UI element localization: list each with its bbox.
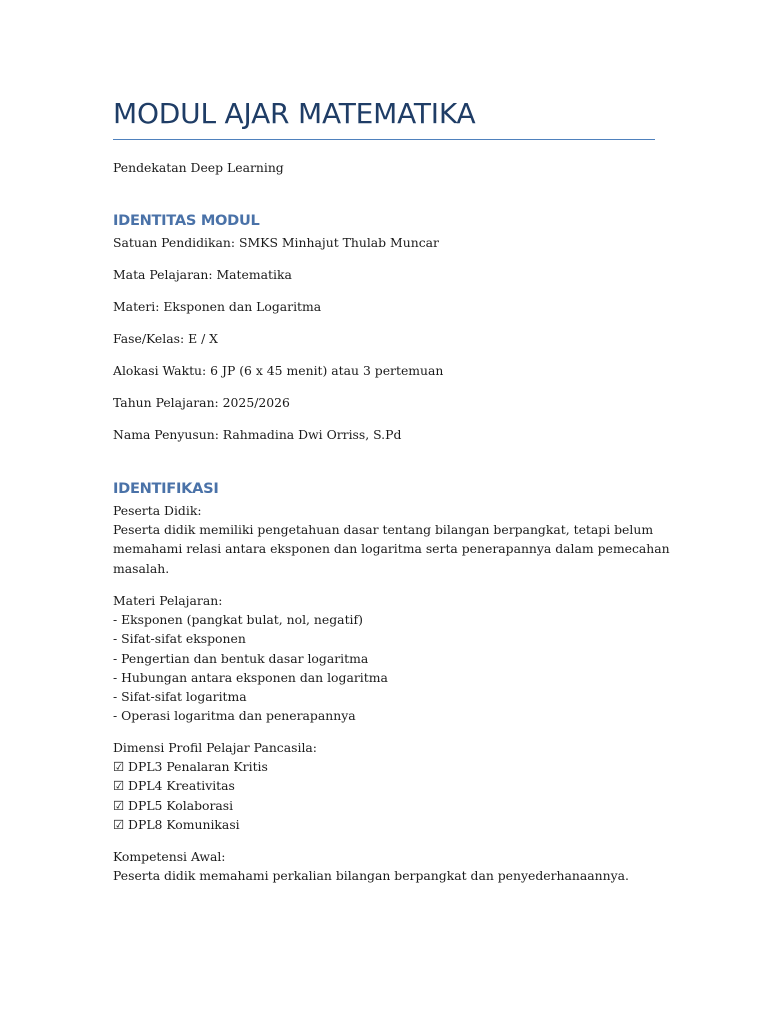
kompetensi-block — [113, 847, 629, 885]
peserta-didik-line: masalah. — [113, 560, 170, 576]
materi-item: - Sifat-sifat eksponen — [113, 631, 246, 647]
materi-item: - Sifat-sifat logaritma — [113, 689, 247, 705]
identitas-field-satuan: Satuan Pendidikan: SMKS Minhajut Thulab Muncar — [113, 235, 439, 250]
materi-label: Materi Pelajaran: — [113, 593, 223, 608]
materi-item: - Operasi logaritma dan penerapannya — [113, 708, 356, 724]
materi-block — [113, 591, 388, 725]
identitas-heading: IDENTITAS MODUL — [113, 212, 260, 229]
kompetensi-text: Peserta didik memahami perkalian bilangan berpangkat dan penyederhanaannya. — [113, 868, 629, 884]
dimensi-block — [113, 738, 317, 834]
kompetensi-label: Kompetensi Awal: — [113, 849, 226, 864]
peserta-didik-line: memahami relasi antara eksponen dan logaritma serta penerapannya dalam pemecahan — [113, 541, 670, 557]
materi-item: - Hubungan antara eksponen dan logaritma — [113, 669, 388, 685]
peserta-didik-label: Peserta Didik: — [113, 503, 202, 518]
dimensi-checked-item: ☑ DPL3 Penalaran Kritis — [113, 759, 268, 775]
identifikasi-heading: IDENTIFIKASI — [113, 480, 219, 497]
identitas-field-alokasi: Alokasi Waktu: 6 JP (6 x 45 menit) atau 3 pertemuan — [113, 363, 444, 378]
identitas-field-fase: Fase/Kelas: E / X — [113, 331, 219, 346]
identitas-field-materi: Materi: Eksponen dan Logaritma — [113, 299, 322, 314]
dimensi-checked-item: ☑ DPL4 Kreativitas — [113, 778, 235, 794]
materi-item: - Pengertian dan bentuk dasar logaritma — [113, 650, 369, 666]
identitas-field-mapel: Mata Pelajaran: Matematika — [113, 267, 292, 282]
peserta-didik-line: Peserta didik memiliki pengetahuan dasar tentang bilangan berpangkat, tetapi belum — [113, 522, 654, 538]
peserta-didik-block — [113, 501, 670, 578]
identitas-field-tahun: Tahun Pelajaran: 2025/2026 — [113, 395, 290, 410]
dimensi-label: Dimensi Profil Pelajar Pancasila: — [113, 740, 317, 755]
identitas-field-penyusun: Nama Penyusun: Rahmadina Dwi Orriss, S.Pd — [113, 427, 402, 442]
dimensi-checked-item: ☑ DPL8 Komunikasi — [113, 816, 240, 832]
materi-item: - Eksponen (pangkat bulat, nol, negatif) — [113, 612, 363, 628]
document-title: MODUL AJAR MATEMATIKA — [113, 97, 476, 130]
dimensi-checked-item: ☑ DPL5 Kolaborasi — [113, 797, 234, 813]
document-subtitle: Pendekatan Deep Learning — [113, 160, 284, 175]
title-underline — [113, 139, 655, 140]
